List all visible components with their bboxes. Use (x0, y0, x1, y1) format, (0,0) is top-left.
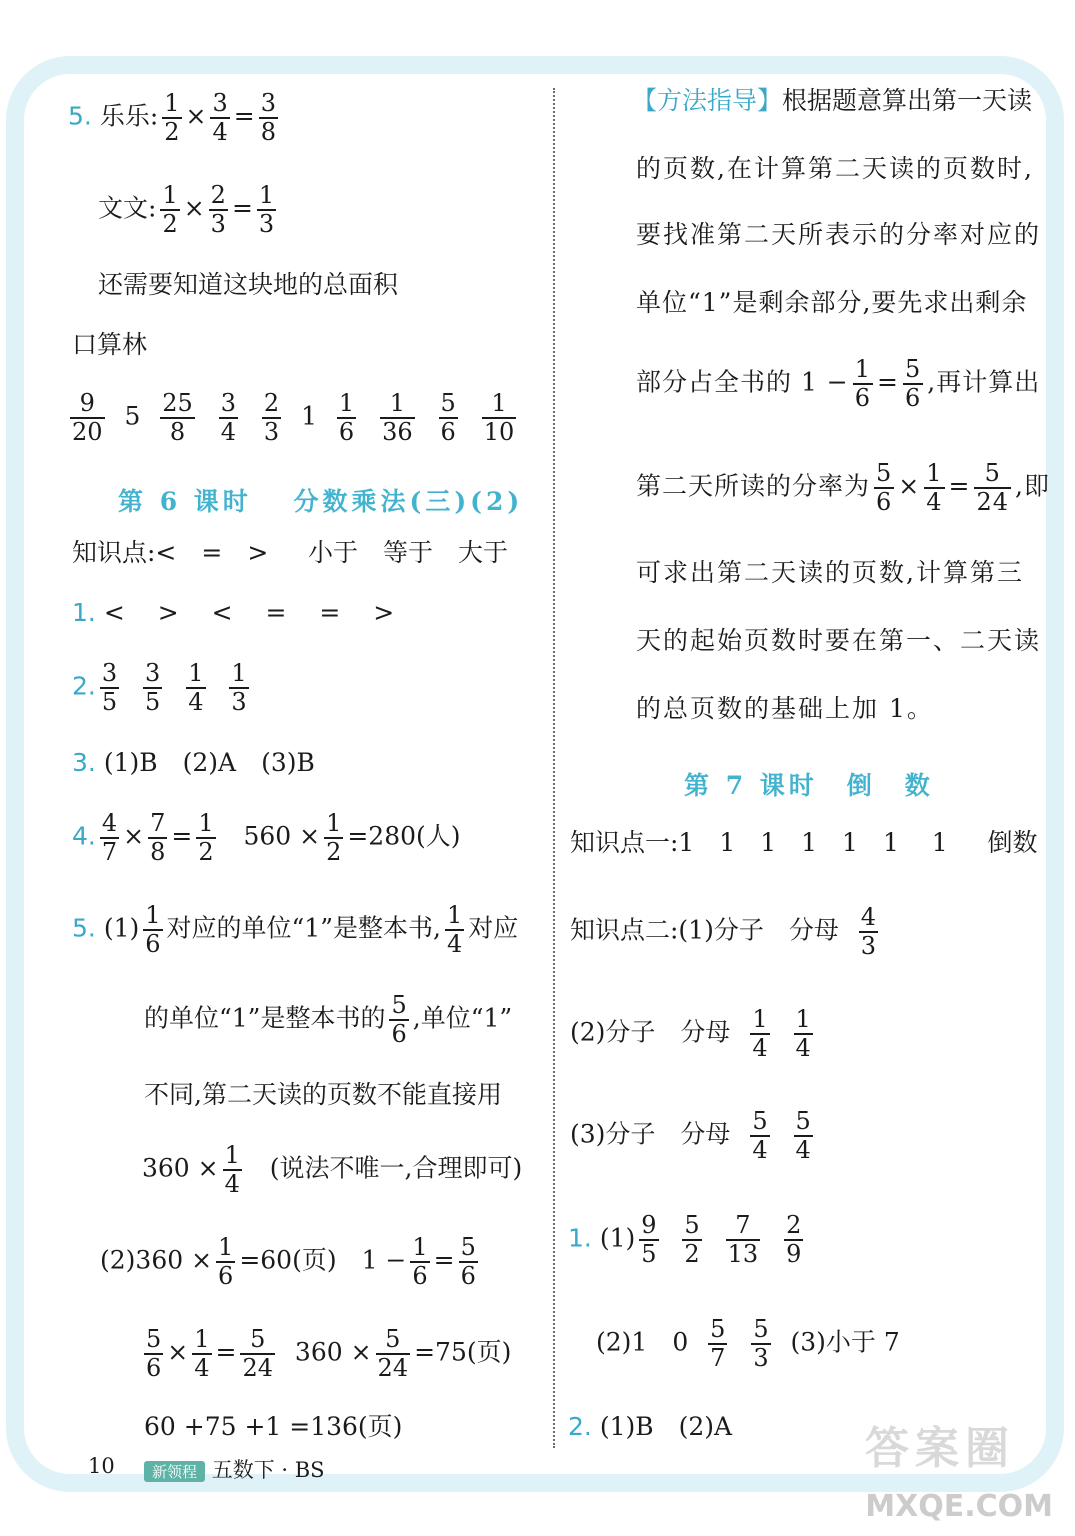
fraction: $\frac{3}{4}$ (220, 389, 236, 446)
fraction: $\frac{1}{4}$ (752, 1005, 768, 1062)
footer-brand (144, 1454, 325, 1484)
method-line-6: 第二天所读的分率为 $\frac{5}{6}$ × $\frac{1}{4}$ = $\frac{5}{24}$ ,即 (636, 459, 1050, 516)
left-q5-line6: $\frac{5}{6}$ × $\frac{1}{4}$ = $\frac{5}{24}$ 360 × $\frac{5}{24}$ =75(页) (146, 1325, 512, 1382)
fraction: $\frac{7}{8}$ (150, 809, 166, 866)
left-q5-conclusion: 还需要知道这块地的总面积 (98, 270, 399, 299)
fraction: $\frac{1}{4}$ (795, 1005, 811, 1062)
fraction: $\frac{5}{24}$ (242, 1325, 274, 1382)
fraction: $\frac{5}{6}$ (146, 1325, 162, 1382)
left-q5-line2: 的单位“1”是整本书的 $\frac{5}{6}$ ,单位“1” (144, 991, 513, 1048)
brand-logo: 新领程 (144, 1461, 205, 1482)
fraction: $\frac{5}{6}$ (391, 991, 407, 1048)
left-q5-line4: 360 × $\frac{1}{4}$ (说法不唯一,合理即可) (142, 1141, 523, 1198)
left-q5-line5: (2)360 × $\frac{1}{6}$ =60(页) 1 − $\frac{1}{6}$ = $\frac{5}{6}$ (100, 1233, 476, 1290)
fraction: $\frac{1}{6}$ (412, 1233, 428, 1290)
fraction: $\frac{2}{9}$ (786, 1211, 802, 1268)
fraction: $\frac{1}{4}$ (446, 901, 463, 958)
method-line-2: 的页数,在计算第二天读的页数时, (636, 154, 1034, 183)
fraction: $\frac{1}{4}$ (224, 1141, 240, 1198)
fraction: $\frac{1}{4}$ (188, 659, 204, 716)
method-line-7: 可求出第二天读的页数,计算第三 (636, 558, 1024, 587)
question-number: 5. (68, 101, 92, 131)
fraction: $\frac{3}{4}$ (212, 89, 228, 146)
fraction: $\frac{4}{3}$ (860, 903, 877, 960)
column-divider (553, 88, 555, 1448)
right-q1-part2: (2)1 0 $\frac{5}{7}$ $\frac{5}{3}$ (3)小于 7 (596, 1315, 900, 1372)
fraction: $\frac{5}{6}$ (460, 1233, 476, 1290)
label: 乐乐: (99, 101, 159, 131)
fraction: $\frac{25}{8}$ (162, 389, 193, 446)
knowledge-point: 知识点:< = > 小于 等于 大于 (72, 538, 509, 567)
fraction: $\frac{2}{3}$ (263, 389, 280, 446)
fraction: $\frac{5}{4}$ (752, 1107, 768, 1164)
fraction: $\frac{9}{20}$ (72, 389, 103, 446)
fraction: $\frac{3}{8}$ (260, 89, 276, 146)
method-line-1: 【方法指导】根据题意算出第一天读 (632, 86, 1033, 115)
label: 文文: (98, 193, 157, 223)
fraction: $\frac{1}{2}$ (162, 181, 178, 238)
page-number: 10 (88, 1454, 115, 1478)
knowledge-two-1: 知识点二:(1)分子 分母 $\frac{4}{3}$ (570, 903, 877, 960)
fraction: $\frac{1}{36}$ (382, 389, 413, 446)
left-q5-line1: 5. (1) $\frac{1}{6}$ 对应的单位“1”是整本书, $\frac{1}{4}$ 对应 (72, 901, 519, 958)
fraction: $\frac{9}{5}$ (641, 1211, 657, 1268)
fraction: $\frac{2}{3}$ (210, 181, 226, 238)
section-heading-6: 第 6 课时 分数乘法(三)(2) (118, 487, 524, 516)
section-heading-7: 第 7 课时 倒 数 (684, 771, 934, 800)
fraction: $\frac{5}{4}$ (795, 1107, 811, 1164)
fraction: $\frac{1}{10}$ (483, 389, 515, 446)
fraction: $\frac{1}{6}$ (854, 355, 872, 412)
left-q5-lele: 5. 乐乐: $\frac{1}{2}$ × $\frac{3}{4}$ = $\frac{3}{8}$ (68, 89, 276, 146)
fraction: $\frac{7}{13}$ (727, 1211, 759, 1268)
fraction: $\frac{5}{3}$ (753, 1315, 769, 1372)
book-title: 五数下 · BS (211, 1458, 325, 1482)
fraction: $\frac{5}{2}$ (684, 1211, 700, 1268)
kousuan-answers: $\frac{9}{20}$ 5 $\frac{25}{8}$ $\frac{3}{4}$ $\frac{2}{3}$ 1 $\frac{1}{6}$ $\frac{1}{36}$ $\frac{5}{6}$ $\frac{1}{10}$ (72, 389, 515, 446)
fraction: $\frac{1}{6}$ (145, 901, 161, 958)
fraction: $\frac{5}{6}$ (876, 459, 893, 516)
knowledge-two-3: (3)分子 分母 $\frac{5}{4}$ $\frac{5}{4}$ (570, 1107, 811, 1164)
method-line-4: 单位“1”是剩余部分,要先求出剩余 (636, 288, 1028, 317)
knowledge-one: 知识点一:1 1 1 1 1 1 1 倒数 (570, 828, 1038, 857)
fraction: $\frac{5}{6}$ (440, 389, 456, 446)
fraction: $\frac{1}{3}$ (231, 659, 247, 716)
left-q5-wenwen: 文文: $\frac{1}{2}$ × $\frac{2}{3}$ = $\frac{1}{3}$ (98, 181, 275, 238)
left-q4: 4. $\frac{4}{7}$ × $\frac{7}{8}$ = $\frac{1}{2}$ 560 × $\frac{1}{2}$ =280(人) (72, 809, 461, 866)
right-q2: 2. (1)B (2)A (568, 1412, 733, 1441)
method-line-3: 要找准第二天所表示的分率对应的 (636, 220, 1042, 249)
fraction: $\frac{5}{24}$ (976, 459, 1010, 516)
fraction: $\frac{1}{3}$ (258, 181, 275, 238)
fraction: $\frac{5}{6}$ (904, 355, 922, 412)
fraction: $\frac{1}{4}$ (926, 459, 943, 516)
knowledge-two-2: (2)分子 分母 $\frac{1}{4}$ $\frac{1}{4}$ (570, 1005, 811, 1062)
left-q2: 2. $\frac{3}{5}$ $\frac{3}{5}$ $\frac{1}{4}$ $\frac{1}{3}$ (72, 659, 247, 716)
method-line-5: 部分占全书的 1 − $\frac{1}{6}$ = $\frac{5}{6}$ ,再计算出 (636, 355, 1041, 412)
fraction: $\frac{1}{6}$ (218, 1233, 234, 1290)
fraction: $\frac{1}{2}$ (198, 809, 214, 866)
kousuan-title: 口算林 (72, 330, 148, 359)
fraction: $\frac{5}{24}$ (377, 1325, 409, 1382)
left-q3: 3. (1)B (2)A (3)B (72, 748, 315, 777)
method-line-8: 天的起始页数时要在第一、二天读 (636, 626, 1042, 655)
fraction: $\frac{3}{5}$ (145, 659, 161, 716)
left-q1: 1. < > < = = > (72, 598, 395, 627)
left-q5-line3: 不同,第二天读的页数不能直接用 (144, 1080, 502, 1109)
method-label: 【方法指导】 (632, 86, 783, 115)
fraction: $\frac{5}{7}$ (710, 1315, 726, 1372)
watermark-text: 答案圈 (865, 1423, 1015, 1474)
watermark-url: MXQE.COM (865, 1489, 1053, 1524)
fraction: $\frac{1}{6}$ (338, 389, 355, 446)
fraction: $\frac{1}{2}$ (164, 89, 180, 146)
left-q5-line7: 60 +75 +1 =136(页) (144, 1412, 403, 1441)
method-line-9: 的总页数的基础上加 1。 (636, 694, 934, 723)
fraction: $\frac{4}{7}$ (101, 809, 118, 866)
fraction: $\frac{1}{2}$ (326, 809, 342, 866)
fraction: $\frac{1}{4}$ (194, 1325, 210, 1382)
right-q1-part1: 1. (1) $\frac{9}{5}$ $\frac{5}{2}$ $\frac{7}{13}$ $\frac{2}{9}$ (568, 1211, 802, 1268)
fraction: $\frac{3}{5}$ (101, 659, 118, 716)
